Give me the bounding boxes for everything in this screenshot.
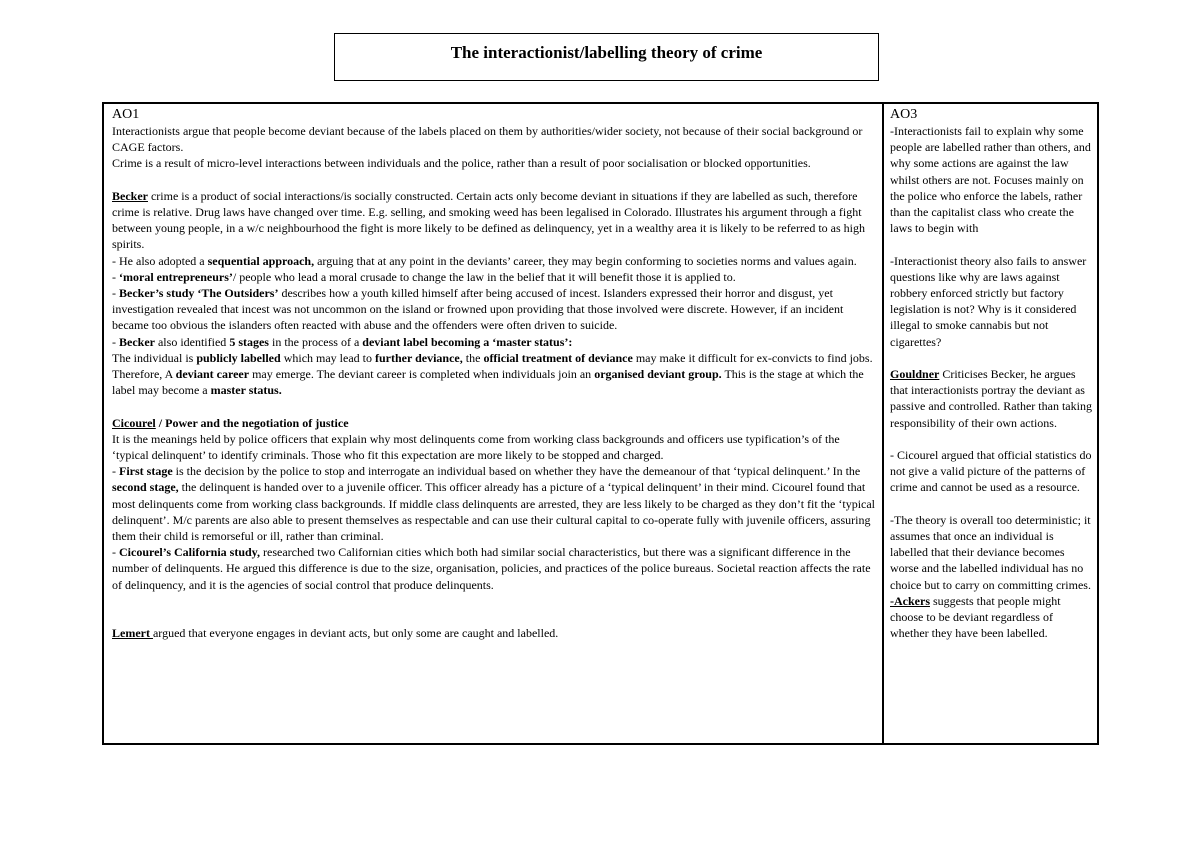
cicourel-paragraph: It is the meanings held by police officers that explain why most delinquents come from working class backgrounds and officers use typification’s of the ‘typical delinquent’ to identify criminals. Those who fit this expectation are more likely to be stopped and charged. bbox=[112, 431, 840, 463]
content-table bbox=[102, 102, 1099, 745]
gouldner-text: Criticises Becker, he argues that interactionists portray the deviant as passive and controlled. Rather than taking responsibility of their own actions. bbox=[890, 367, 1092, 430]
bold-term: master status. bbox=[210, 383, 282, 398]
bold-term: publicly labelled bbox=[196, 350, 281, 365]
text-run: also identified bbox=[154, 334, 230, 349]
text-run: arguing that at any point in the deviants’ career, they may begin conforming to societies norms and values again. bbox=[314, 253, 857, 268]
five-stages-paragraph bbox=[112, 334, 878, 350]
bold-term: second stage, bbox=[112, 480, 179, 495]
text-run: the delinquent is handed over to a juvenile officer. This officer already has a picture of a ‘typical delinquent’ in their mind. Cicourel found that most delinquents come from working class backgrounds. If middle class delinquents are arrested, they are less likely to be charged as they don’t fit the ‘typical delinquent’. M/c parents are also able to present themselves as respectable and can use their cultural capital to co-operate fully with juvenile officers, assuring them their child is remorseful or ill, rather than criminal. bbox=[112, 480, 876, 544]
ao3-column bbox=[882, 104, 1097, 743]
moral-entrepreneurs-paragraph bbox=[112, 269, 878, 285]
text-run: the bbox=[462, 350, 484, 365]
california-study-paragraph bbox=[112, 544, 878, 593]
becker-paragraph bbox=[112, 188, 878, 253]
text-run: - He also adopted a bbox=[112, 253, 208, 268]
becker-text: crime is a product of social interactions/is socially constructed. Certain acts only become deviant in situations if they are labelled as such, therefore crime is relative. Drug laws have changed over time. E.g. selling, and smoking weed has been legalised in Colorado. Illustrates his argument through a fight between young people, in a w/c neighbourhood the fight is more likely to be defined as delinquency, yet in a wealthy area it is likely to be referred to as high spirits. bbox=[112, 188, 865, 252]
outsiders-term: Becker’s study ‘The Outsiders’ bbox=[119, 286, 279, 301]
text-run: The individual is bbox=[112, 350, 197, 365]
text-run: This is the stage at which the label may become a bbox=[112, 367, 864, 398]
text-run: may make it difficult for ex-convicts to find jobs. Therefore, A bbox=[112, 350, 873, 382]
bold-term: further deviance, bbox=[375, 350, 463, 365]
bold-term: Cicourel’s California study, bbox=[119, 545, 261, 560]
ao1-heading: AO1 bbox=[112, 107, 140, 122]
ao3-paragraph-4: - Cicourel argued that official statistics do not give a valid picture of the patterns of crime and cannot be used as a resource. bbox=[890, 448, 1092, 495]
ao1-column bbox=[104, 104, 882, 743]
bold-term: First stage bbox=[119, 464, 173, 479]
ao3-paragraph-1: -Interactionists fail to explain why some people are labelled rather than others, and why some actions are against the law whilst others are not. Focuses mainly on the police who enforce the labels, rather than the capitalist class who create the laws to begin with bbox=[890, 124, 1091, 236]
text-run: - bbox=[112, 286, 119, 301]
ao3-heading: AO3 bbox=[890, 107, 918, 122]
text-run: - bbox=[112, 464, 119, 479]
outsiders-paragraph bbox=[112, 285, 878, 334]
ackers-paragraph bbox=[890, 593, 1094, 642]
ao1-intro-paragraph-1: Interactionists argue that people become deviant because of the labels placed on them by authorities/wider society, not because of their social background or CAGE factors. bbox=[112, 124, 863, 155]
cicourel-stages-paragraph bbox=[112, 463, 878, 544]
text-run: - bbox=[112, 545, 119, 560]
text-run: researched two Californian cities which both had similar social characteristics, but there was a significant difference in the number of delinquents. He argued this difference is due to the size, organisation, policies, and practices of the police bureaus. Societal reaction affects the rate of delinquency, and it is the agencies of social control that produce delinquents. bbox=[112, 545, 871, 592]
bold-term: organised deviant group. bbox=[594, 367, 722, 382]
text-run: is the decision by the police to stop and interrogate an individual based on whether they have the demeanour of that ‘typical delinquent.’ In the bbox=[172, 464, 861, 479]
bold-term: official treatment of deviance bbox=[483, 350, 633, 365]
five-stages-term: 5 stages bbox=[229, 334, 269, 349]
gouldner-paragraph bbox=[890, 366, 1094, 431]
text-run: / people who lead a moral crusade to change the law in the belief that it will benefit those it is applied to. bbox=[232, 269, 736, 284]
ao3-paragraph-5: -The theory is overall too deterministic; it assumes that once an individual is labelled that their deviance becomes worse and the labelled individual has no choice but to carry on committing crimes. bbox=[890, 512, 1091, 592]
ao1-intro-paragraph-2: Crime is a result of micro-level interactions between individuals and the police, rather than a result of poor socialisation or blocked opportunities. bbox=[112, 156, 811, 171]
master-status-term: deviant label becoming a ‘master status’: bbox=[362, 334, 573, 349]
ackers-name: -Ackers bbox=[890, 593, 930, 608]
sequential-approach-paragraph bbox=[112, 253, 878, 269]
lemert-paragraph bbox=[112, 625, 878, 641]
cicourel-name: Cicourel bbox=[112, 415, 156, 430]
cicourel-heading bbox=[112, 415, 878, 431]
becker-name: Becker bbox=[112, 188, 148, 203]
text-run: describes how a youth killed himself after being accused of incest. Islanders expressed their horror and disgust, yet investigation revealed that incest was not uncommon on the island or frowned upon providing that those involved were discrete. However, if an incident became too obvious the islanders often reacted with abuse and the offenders were often driven to suicide. bbox=[112, 286, 844, 333]
lemert-name: Lemert bbox=[112, 625, 153, 640]
lemert-text: argued that everyone engages in deviant acts, but only some are caught and labelled. bbox=[152, 625, 559, 640]
cicourel-heading-text: / Power and the negotiation of justice bbox=[155, 415, 349, 430]
becker-term: Becker bbox=[119, 334, 155, 349]
text-run: - bbox=[112, 269, 119, 284]
gouldner-name: Gouldner bbox=[890, 367, 940, 382]
document-title: The interactionist/labelling theory of crime bbox=[334, 33, 879, 81]
text-run: may emerge. The deviant career is completed when individuals join an bbox=[249, 367, 595, 382]
ao3-paragraph-2: -Interactionist theory also fails to answer questions like why are laws against robbery enforced strictly but factory legislation is not? Why is it considered illegal to smoke cannabis but not cigarettes? bbox=[890, 253, 1087, 349]
text-run: - bbox=[112, 334, 119, 349]
text-run: in the process of a bbox=[268, 334, 363, 349]
individual-labelling-paragraph bbox=[112, 350, 878, 399]
sequential-approach-term: sequential approach, bbox=[207, 253, 315, 268]
moral-entrepreneurs-term: ‘moral entrepreneurs’ bbox=[119, 269, 233, 284]
bold-term: deviant career bbox=[175, 367, 250, 382]
ackers-text: suggests that people might choose to be deviant regardless of whether they have been labelled. bbox=[890, 593, 1061, 641]
text-run: which may lead to bbox=[280, 350, 375, 365]
